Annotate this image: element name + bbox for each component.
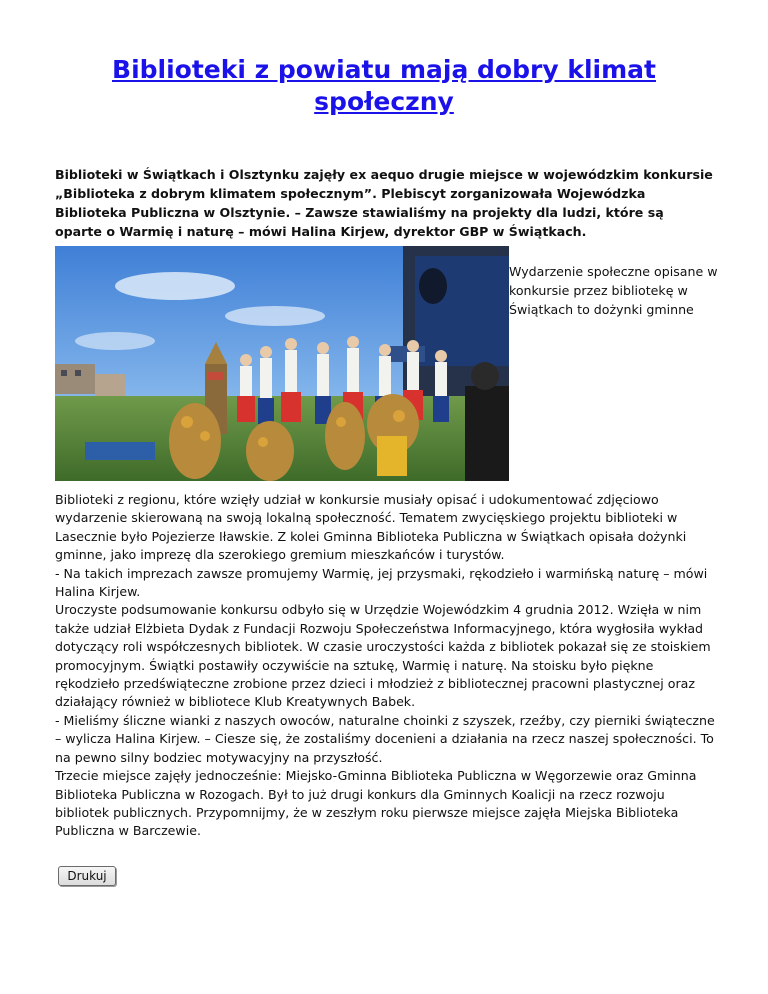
article-paragraph: - Na takich imprezach zawsze promujemy Warmię, jej przysmaki, rękodzieło i warmińską naturę – mówi Halina Kirjew. xyxy=(55,565,708,600)
harvest-festival-photo-graphic xyxy=(55,246,509,481)
article-body xyxy=(55,491,715,841)
photo-caption: Wydarzenie społeczne opisane w konkursie przez bibliotekę w Świątkach to dożynki gminne xyxy=(509,264,718,317)
harvest-festival-photo xyxy=(55,246,509,481)
article-paragraph: Trzecie miejsce zajęły jednocześnie: Miejsko-Gminna Biblioteka Publiczna w Węgorzewie oraz Gminna Biblioteka Publiczna w Rozogach. Był to już drugi konkurs dla Gminnych Koalicji na rzecz rozwoju bibliotek publicznych. Przypomnijmy, że w zeszłym roku pierwsze miejsce zajęła Miejska Biblioteka Publiczna w Barczewie. xyxy=(55,768,697,839)
article-title-link[interactable]: Biblioteki z powiatu mają dobry klimat społeczny xyxy=(112,55,656,116)
print-button[interactable]: Drukuj xyxy=(58,866,116,886)
article-lead: Biblioteki w Świątkach i Olsztynku zajęły ex aequo drugie miejsce w wojewódzkim konkursie „Biblioteka z dobrym klimatem społecznym”. Plebiscyt zorganizowała Wojewódzka Biblioteka Publiczna w Olsztynie. – Zawsze stawialiśmy na projekty dla ludzi, które są oparte o Warmię i naturę – mówi Halina Kirjew, dyrektor GBP w Świątkach. xyxy=(55,167,713,239)
article-paragraph: Uroczyste podsumowanie konkursu odbyło się w Urzędzie Wojewódzkim 4 grudnia 2012. Wzięła w nim także udział Elżbieta Dydak z Fundacji Rozwoju Społeczeństwa Informacyjnego, która wygłosiła wykład dotyczący roli współczesnych bibliotek. W czasie uroczystości każda z bibliotek pokazał się ze stoiskiem promocyjnym. Świątki postawiły oczywiście na sztukę, Warmię i naturę. Na stoisku było piękne rękodzieło przedświąteczne zrobione przez dzieci i młodzież z bibliotecznej pracowni plastycznej oraz działający również w bibliotece Klub Kreatywnych Babek. xyxy=(55,602,711,710)
article-paragraph: - Mieliśmy śliczne wianki z naszych owoców, naturalne choinki z szyszek, rzeźby, czy pierniki świąteczne – wylicza Halina Kirjew. – Ciesze się, że zostaliśmy docenieni a działania na rzecz naszej społeczności. To na pewno silny bodziec motywacyjny na przyszłość. xyxy=(55,712,715,765)
article-paragraph: Biblioteki z regionu, które wzięły udział w konkursie musiały opisać i udokumentować zdjęciowo wydarzenie skierowaną na swoją lokalną społeczność. Tematem zwycięskiego projektu biblioteki w Lasecznie było Pojezierze Iławskie. Z kolei Gminna Biblioteka Publiczna w Świątkach opisała dożynki gminne, jako imprezę dla szerokiego gremium mieszkańców i turystów. xyxy=(55,492,687,563)
